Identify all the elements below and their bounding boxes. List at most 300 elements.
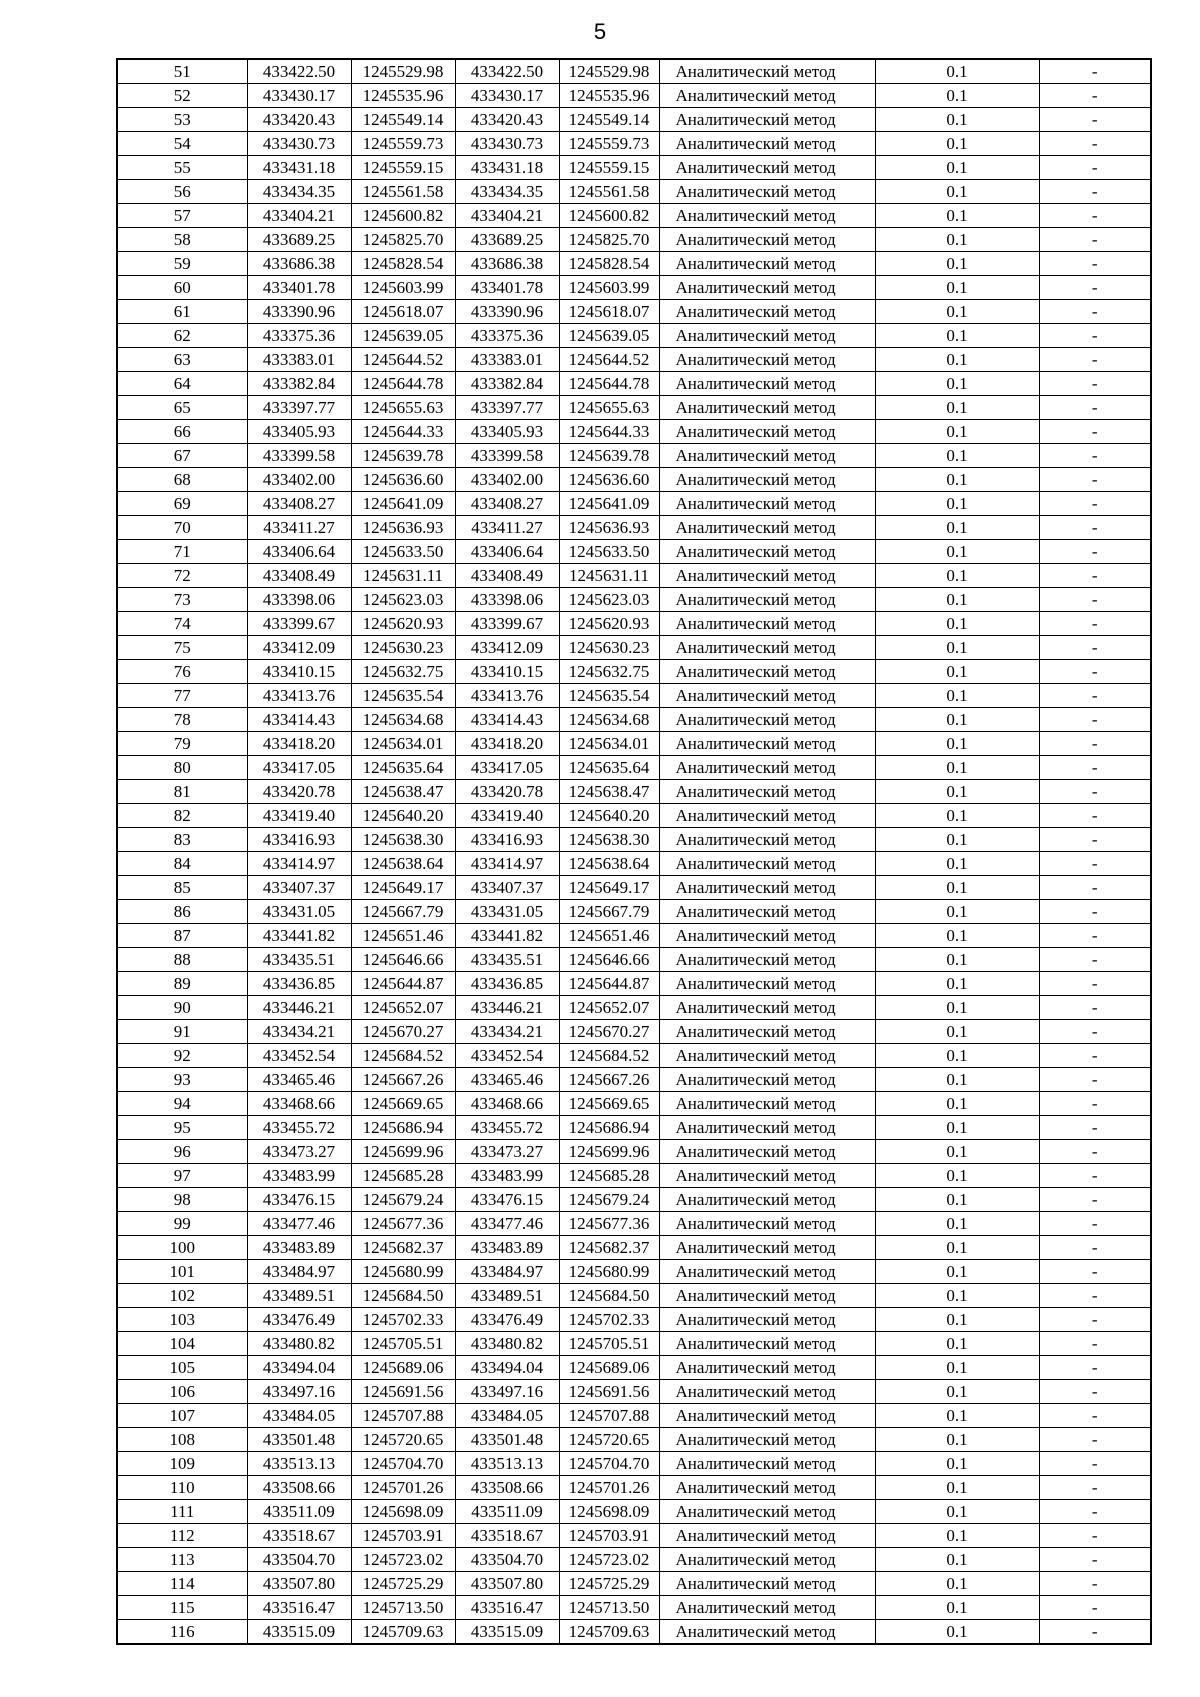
method-cell: Аналитический метод [659, 1044, 875, 1068]
note-cell: - [1039, 1236, 1151, 1260]
x-coordinate-cell: 433686.38 [247, 252, 351, 276]
y-coordinate-cell: 1245623.03 [351, 588, 455, 612]
table-row [117, 1356, 1151, 1380]
y-coordinate-2-cell: 1245644.33 [559, 420, 659, 444]
table-row [117, 1164, 1151, 1188]
accuracy-cell: 0.1 [875, 348, 1039, 372]
method-cell: Аналитический метод [659, 1164, 875, 1188]
x-coordinate-2-cell: 433497.16 [455, 1380, 559, 1404]
point-number-cell: 63 [117, 348, 247, 372]
x-coordinate-cell: 433399.67 [247, 612, 351, 636]
y-coordinate-cell: 1245669.65 [351, 1092, 455, 1116]
note-cell: - [1039, 1308, 1151, 1332]
note-cell: - [1039, 492, 1151, 516]
table-body [117, 59, 1151, 1644]
note-cell: - [1039, 1068, 1151, 1092]
point-number-cell: 84 [117, 852, 247, 876]
x-coordinate-cell: 433435.51 [247, 948, 351, 972]
y-coordinate-2-cell: 1245707.88 [559, 1404, 659, 1428]
y-coordinate-cell: 1245639.78 [351, 444, 455, 468]
method-cell: Аналитический метод [659, 924, 875, 948]
table-row [117, 348, 1151, 372]
accuracy-cell: 0.1 [875, 396, 1039, 420]
x-coordinate-2-cell: 433399.67 [455, 612, 559, 636]
table-row [117, 444, 1151, 468]
note-cell: - [1039, 156, 1151, 180]
x-coordinate-2-cell: 433430.73 [455, 132, 559, 156]
note-cell: - [1039, 876, 1151, 900]
table-row [117, 1428, 1151, 1452]
y-coordinate-2-cell: 1245549.14 [559, 108, 659, 132]
method-cell: Аналитический метод [659, 732, 875, 756]
accuracy-cell: 0.1 [875, 828, 1039, 852]
note-cell: - [1039, 1332, 1151, 1356]
x-coordinate-cell: 433398.06 [247, 588, 351, 612]
y-coordinate-cell: 1245630.23 [351, 636, 455, 660]
point-number-cell: 76 [117, 660, 247, 684]
y-coordinate-cell: 1245723.02 [351, 1548, 455, 1572]
note-cell: - [1039, 1188, 1151, 1212]
x-coordinate-2-cell: 433494.04 [455, 1356, 559, 1380]
accuracy-cell: 0.1 [875, 132, 1039, 156]
point-number-cell: 101 [117, 1260, 247, 1284]
note-cell: - [1039, 804, 1151, 828]
note-cell: - [1039, 708, 1151, 732]
table-row [117, 228, 1151, 252]
point-number-cell: 73 [117, 588, 247, 612]
point-number-cell: 61 [117, 300, 247, 324]
x-coordinate-2-cell: 433411.27 [455, 516, 559, 540]
note-cell: - [1039, 444, 1151, 468]
y-coordinate-cell: 1245644.33 [351, 420, 455, 444]
note-cell: - [1039, 1548, 1151, 1572]
note-cell: - [1039, 1380, 1151, 1404]
point-number-cell: 70 [117, 516, 247, 540]
method-cell: Аналитический метод [659, 300, 875, 324]
y-coordinate-2-cell: 1245603.99 [559, 276, 659, 300]
note-cell: - [1039, 252, 1151, 276]
point-number-cell: 114 [117, 1572, 247, 1596]
note-cell: - [1039, 612, 1151, 636]
note-cell: - [1039, 1452, 1151, 1476]
x-coordinate-cell: 433431.18 [247, 156, 351, 180]
y-coordinate-cell: 1245720.65 [351, 1428, 455, 1452]
x-coordinate-cell: 433434.21 [247, 1020, 351, 1044]
method-cell: Аналитический метод [659, 852, 875, 876]
table-row [117, 900, 1151, 924]
table-row [117, 204, 1151, 228]
accuracy-cell: 0.1 [875, 996, 1039, 1020]
x-coordinate-2-cell: 433408.49 [455, 564, 559, 588]
note-cell: - [1039, 756, 1151, 780]
y-coordinate-cell: 1245684.52 [351, 1044, 455, 1068]
method-cell: Аналитический метод [659, 612, 875, 636]
y-coordinate-2-cell: 1245639.05 [559, 324, 659, 348]
x-coordinate-cell: 433434.35 [247, 180, 351, 204]
method-cell: Аналитический метод [659, 1116, 875, 1140]
y-coordinate-2-cell: 1245638.47 [559, 780, 659, 804]
x-coordinate-2-cell: 433402.00 [455, 468, 559, 492]
x-coordinate-cell: 433405.93 [247, 420, 351, 444]
table-row [117, 564, 1151, 588]
point-number-cell: 93 [117, 1068, 247, 1092]
note-cell: - [1039, 276, 1151, 300]
point-number-cell: 102 [117, 1284, 247, 1308]
table-row [117, 996, 1151, 1020]
point-number-cell: 65 [117, 396, 247, 420]
table-row [117, 828, 1151, 852]
x-coordinate-cell: 433441.82 [247, 924, 351, 948]
method-cell: Аналитический метод [659, 1548, 875, 1572]
table-row [117, 1140, 1151, 1164]
note-cell: - [1039, 996, 1151, 1020]
y-coordinate-cell: 1245638.30 [351, 828, 455, 852]
x-coordinate-cell: 433375.36 [247, 324, 351, 348]
y-coordinate-cell: 1245636.60 [351, 468, 455, 492]
y-coordinate-2-cell: 1245623.03 [559, 588, 659, 612]
point-number-cell: 56 [117, 180, 247, 204]
x-coordinate-2-cell: 433406.64 [455, 540, 559, 564]
table-row [117, 924, 1151, 948]
y-coordinate-cell: 1245529.98 [351, 59, 455, 84]
point-number-cell: 72 [117, 564, 247, 588]
x-coordinate-2-cell: 433484.05 [455, 1404, 559, 1428]
x-coordinate-2-cell: 433398.06 [455, 588, 559, 612]
y-coordinate-2-cell: 1245825.70 [559, 228, 659, 252]
table-row [117, 732, 1151, 756]
table-row [117, 588, 1151, 612]
note-cell: - [1039, 228, 1151, 252]
accuracy-cell: 0.1 [875, 1356, 1039, 1380]
y-coordinate-2-cell: 1245649.17 [559, 876, 659, 900]
method-cell: Аналитический метод [659, 84, 875, 108]
method-cell: Аналитический метод [659, 660, 875, 684]
x-coordinate-2-cell: 433468.66 [455, 1092, 559, 1116]
y-coordinate-2-cell: 1245620.93 [559, 612, 659, 636]
y-coordinate-2-cell: 1245689.06 [559, 1356, 659, 1380]
y-coordinate-cell: 1245549.14 [351, 108, 455, 132]
point-number-cell: 81 [117, 780, 247, 804]
accuracy-cell: 0.1 [875, 1500, 1039, 1524]
x-coordinate-2-cell: 433431.18 [455, 156, 559, 180]
x-coordinate-2-cell: 433435.51 [455, 948, 559, 972]
y-coordinate-2-cell: 1245691.56 [559, 1380, 659, 1404]
method-cell: Аналитический метод [659, 1620, 875, 1645]
point-number-cell: 55 [117, 156, 247, 180]
table-row [117, 1212, 1151, 1236]
x-coordinate-2-cell: 433404.21 [455, 204, 559, 228]
y-coordinate-cell: 1245684.50 [351, 1284, 455, 1308]
y-coordinate-cell: 1245535.96 [351, 84, 455, 108]
method-cell: Аналитический метод [659, 876, 875, 900]
note-cell: - [1039, 1092, 1151, 1116]
x-coordinate-2-cell: 433484.97 [455, 1260, 559, 1284]
x-coordinate-2-cell: 433452.54 [455, 1044, 559, 1068]
point-number-cell: 99 [117, 1212, 247, 1236]
x-coordinate-2-cell: 433483.99 [455, 1164, 559, 1188]
method-cell: Аналитический метод [659, 804, 875, 828]
y-coordinate-2-cell: 1245667.26 [559, 1068, 659, 1092]
x-coordinate-cell: 433436.85 [247, 972, 351, 996]
point-number-cell: 57 [117, 204, 247, 228]
table-row [117, 516, 1151, 540]
note-cell: - [1039, 396, 1151, 420]
table-row [117, 1116, 1151, 1140]
x-coordinate-cell: 433412.09 [247, 636, 351, 660]
y-coordinate-2-cell: 1245634.68 [559, 708, 659, 732]
point-number-cell: 115 [117, 1596, 247, 1620]
x-coordinate-2-cell: 433477.46 [455, 1212, 559, 1236]
accuracy-cell: 0.1 [875, 1332, 1039, 1356]
note-cell: - [1039, 852, 1151, 876]
table-row [117, 1236, 1151, 1260]
y-coordinate-cell: 1245680.99 [351, 1260, 455, 1284]
x-coordinate-2-cell: 433476.15 [455, 1188, 559, 1212]
method-cell: Аналитический метод [659, 59, 875, 84]
y-coordinate-cell: 1245682.37 [351, 1236, 455, 1260]
accuracy-cell: 0.1 [875, 708, 1039, 732]
accuracy-cell: 0.1 [875, 876, 1039, 900]
note-cell: - [1039, 540, 1151, 564]
table-row [117, 876, 1151, 900]
method-cell: Аналитический метод [659, 492, 875, 516]
table-row [117, 300, 1151, 324]
x-coordinate-2-cell: 433405.93 [455, 420, 559, 444]
point-number-cell: 75 [117, 636, 247, 660]
method-cell: Аналитический метод [659, 1068, 875, 1092]
x-coordinate-cell: 433508.66 [247, 1476, 351, 1500]
x-coordinate-cell: 433399.58 [247, 444, 351, 468]
method-cell: Аналитический метод [659, 1140, 875, 1164]
x-coordinate-2-cell: 433689.25 [455, 228, 559, 252]
point-number-cell: 71 [117, 540, 247, 564]
point-number-cell: 90 [117, 996, 247, 1020]
note-cell: - [1039, 948, 1151, 972]
y-coordinate-cell: 1245559.15 [351, 156, 455, 180]
y-coordinate-cell: 1245667.26 [351, 1068, 455, 1092]
table-row [117, 324, 1151, 348]
accuracy-cell: 0.1 [875, 300, 1039, 324]
x-coordinate-2-cell: 433419.40 [455, 804, 559, 828]
point-number-cell: 68 [117, 468, 247, 492]
accuracy-cell: 0.1 [875, 588, 1039, 612]
note-cell: - [1039, 564, 1151, 588]
table-row [117, 1596, 1151, 1620]
table-row [117, 492, 1151, 516]
y-coordinate-2-cell: 1245703.91 [559, 1524, 659, 1548]
y-coordinate-2-cell: 1245639.78 [559, 444, 659, 468]
y-coordinate-2-cell: 1245828.54 [559, 252, 659, 276]
y-coordinate-cell: 1245652.07 [351, 996, 455, 1020]
x-coordinate-2-cell: 433413.76 [455, 684, 559, 708]
table-row [117, 1620, 1151, 1645]
y-coordinate-cell: 1245670.27 [351, 1020, 455, 1044]
method-cell: Аналитический метод [659, 1212, 875, 1236]
y-coordinate-cell: 1245725.29 [351, 1572, 455, 1596]
x-coordinate-2-cell: 433434.35 [455, 180, 559, 204]
y-coordinate-2-cell: 1245633.50 [559, 540, 659, 564]
point-number-cell: 89 [117, 972, 247, 996]
accuracy-cell: 0.1 [875, 1284, 1039, 1308]
method-cell: Аналитический метод [659, 564, 875, 588]
y-coordinate-cell: 1245646.66 [351, 948, 455, 972]
x-coordinate-2-cell: 433412.09 [455, 636, 559, 660]
table-row [117, 156, 1151, 180]
table-row [117, 1188, 1151, 1212]
y-coordinate-cell: 1245667.79 [351, 900, 455, 924]
x-coordinate-cell: 433382.84 [247, 372, 351, 396]
y-coordinate-2-cell: 1245713.50 [559, 1596, 659, 1620]
x-coordinate-2-cell: 433501.48 [455, 1428, 559, 1452]
accuracy-cell: 0.1 [875, 1596, 1039, 1620]
note-cell: - [1039, 660, 1151, 684]
y-coordinate-2-cell: 1245698.09 [559, 1500, 659, 1524]
accuracy-cell: 0.1 [875, 1212, 1039, 1236]
point-number-cell: 95 [117, 1116, 247, 1140]
point-number-cell: 108 [117, 1428, 247, 1452]
x-coordinate-cell: 433430.73 [247, 132, 351, 156]
y-coordinate-cell: 1245644.78 [351, 372, 455, 396]
y-coordinate-cell: 1245620.93 [351, 612, 455, 636]
y-coordinate-2-cell: 1245630.23 [559, 636, 659, 660]
accuracy-cell: 0.1 [875, 1452, 1039, 1476]
table-row [117, 1572, 1151, 1596]
y-coordinate-2-cell: 1245680.99 [559, 1260, 659, 1284]
y-coordinate-cell: 1245644.52 [351, 348, 455, 372]
accuracy-cell: 0.1 [875, 1308, 1039, 1332]
y-coordinate-2-cell: 1245670.27 [559, 1020, 659, 1044]
x-coordinate-2-cell: 433430.17 [455, 84, 559, 108]
y-coordinate-cell: 1245636.93 [351, 516, 455, 540]
accuracy-cell: 0.1 [875, 636, 1039, 660]
table-row [117, 420, 1151, 444]
point-number-cell: 103 [117, 1308, 247, 1332]
x-coordinate-2-cell: 433418.20 [455, 732, 559, 756]
method-cell: Аналитический метод [659, 276, 875, 300]
y-coordinate-cell: 1245825.70 [351, 228, 455, 252]
x-coordinate-cell: 433515.09 [247, 1620, 351, 1645]
x-coordinate-cell: 433406.64 [247, 540, 351, 564]
point-number-cell: 78 [117, 708, 247, 732]
y-coordinate-cell: 1245640.20 [351, 804, 455, 828]
method-cell: Аналитический метод [659, 228, 875, 252]
x-coordinate-cell: 433383.01 [247, 348, 351, 372]
accuracy-cell: 0.1 [875, 1188, 1039, 1212]
accuracy-cell: 0.1 [875, 444, 1039, 468]
point-number-cell: 112 [117, 1524, 247, 1548]
point-number-cell: 52 [117, 84, 247, 108]
x-coordinate-cell: 433518.67 [247, 1524, 351, 1548]
point-number-cell: 96 [117, 1140, 247, 1164]
method-cell: Аналитический метод [659, 540, 875, 564]
y-coordinate-2-cell: 1245684.52 [559, 1044, 659, 1068]
y-coordinate-2-cell: 1245635.64 [559, 756, 659, 780]
x-coordinate-cell: 433507.80 [247, 1572, 351, 1596]
point-number-cell: 98 [117, 1188, 247, 1212]
method-cell: Аналитический метод [659, 972, 875, 996]
method-cell: Аналитический метод [659, 1092, 875, 1116]
accuracy-cell: 0.1 [875, 900, 1039, 924]
point-number-cell: 106 [117, 1380, 247, 1404]
y-coordinate-cell: 1245559.73 [351, 132, 455, 156]
point-number-cell: 85 [117, 876, 247, 900]
method-cell: Аналитический метод [659, 1284, 875, 1308]
method-cell: Аналитический метод [659, 1572, 875, 1596]
table-row [117, 708, 1151, 732]
method-cell: Аналитический метод [659, 1236, 875, 1260]
accuracy-cell: 0.1 [875, 1548, 1039, 1572]
table-row [117, 540, 1151, 564]
x-coordinate-cell: 433489.51 [247, 1284, 351, 1308]
method-cell: Аналитический метод [659, 1260, 875, 1284]
y-coordinate-2-cell: 1245723.02 [559, 1548, 659, 1572]
note-cell: - [1039, 900, 1151, 924]
x-coordinate-cell: 433494.04 [247, 1356, 351, 1380]
x-coordinate-2-cell: 433507.80 [455, 1572, 559, 1596]
accuracy-cell: 0.1 [875, 468, 1039, 492]
table-row [117, 59, 1151, 84]
x-coordinate-cell: 433484.97 [247, 1260, 351, 1284]
point-number-cell: 74 [117, 612, 247, 636]
point-number-cell: 53 [117, 108, 247, 132]
method-cell: Аналитический метод [659, 180, 875, 204]
x-coordinate-cell: 433414.43 [247, 708, 351, 732]
note-cell: - [1039, 1572, 1151, 1596]
point-number-cell: 83 [117, 828, 247, 852]
y-coordinate-2-cell: 1245667.79 [559, 900, 659, 924]
accuracy-cell: 0.1 [875, 1068, 1039, 1092]
y-coordinate-2-cell: 1245638.30 [559, 828, 659, 852]
note-cell: - [1039, 1428, 1151, 1452]
accuracy-cell: 0.1 [875, 1428, 1039, 1452]
note-cell: - [1039, 1284, 1151, 1308]
x-coordinate-cell: 433504.70 [247, 1548, 351, 1572]
y-coordinate-cell: 1245651.46 [351, 924, 455, 948]
x-coordinate-2-cell: 433401.78 [455, 276, 559, 300]
y-coordinate-cell: 1245633.50 [351, 540, 455, 564]
point-number-cell: 94 [117, 1092, 247, 1116]
x-coordinate-2-cell: 433465.46 [455, 1068, 559, 1092]
y-coordinate-cell: 1245691.56 [351, 1380, 455, 1404]
y-coordinate-cell: 1245644.87 [351, 972, 455, 996]
x-coordinate-2-cell: 433508.66 [455, 1476, 559, 1500]
note-cell: - [1039, 468, 1151, 492]
y-coordinate-2-cell: 1245686.94 [559, 1116, 659, 1140]
y-coordinate-2-cell: 1245644.87 [559, 972, 659, 996]
x-coordinate-cell: 433417.05 [247, 756, 351, 780]
x-coordinate-cell: 433497.16 [247, 1380, 351, 1404]
note-cell: - [1039, 132, 1151, 156]
note-cell: - [1039, 1620, 1151, 1645]
method-cell: Аналитический метод [659, 1332, 875, 1356]
x-coordinate-2-cell: 433408.27 [455, 492, 559, 516]
x-coordinate-cell: 433465.46 [247, 1068, 351, 1092]
x-coordinate-2-cell: 433515.09 [455, 1620, 559, 1645]
method-cell: Аналитический метод [659, 1404, 875, 1428]
table-row [117, 972, 1151, 996]
method-cell: Аналитический метод [659, 108, 875, 132]
y-coordinate-cell: 1245638.64 [351, 852, 455, 876]
x-coordinate-cell: 433473.27 [247, 1140, 351, 1164]
table-row [117, 1452, 1151, 1476]
y-coordinate-2-cell: 1245600.82 [559, 204, 659, 228]
note-cell: - [1039, 972, 1151, 996]
y-coordinate-2-cell: 1245679.24 [559, 1188, 659, 1212]
accuracy-cell: 0.1 [875, 1044, 1039, 1068]
method-cell: Аналитический метод [659, 252, 875, 276]
accuracy-cell: 0.1 [875, 852, 1039, 876]
point-number-cell: 69 [117, 492, 247, 516]
